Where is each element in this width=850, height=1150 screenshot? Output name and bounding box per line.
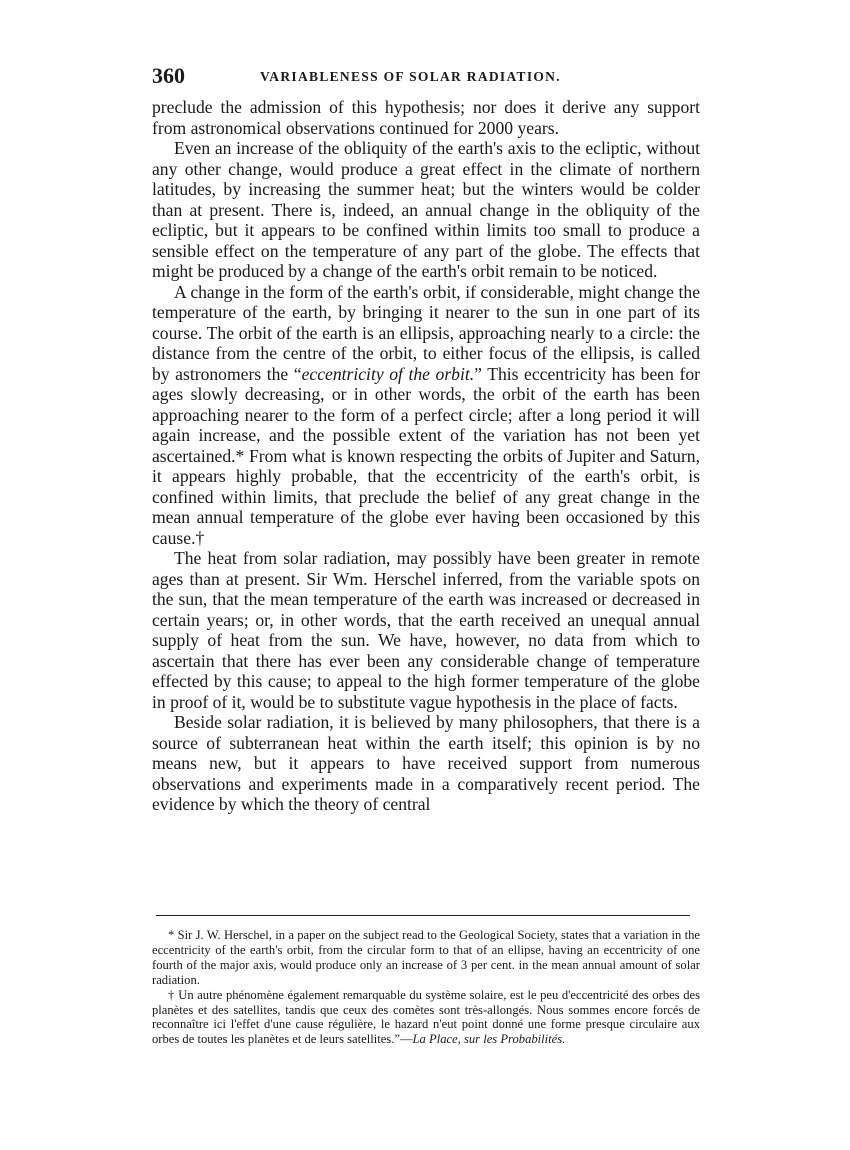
footnote-laplace-text: † Un autre phénomène également remarquable du système solaire, est le peu d'eccentricité des orbes des planètes et des satellites, tandis que ceux des comètes sont très-allongés. Nous sommes encore forcés de reconnaître ici l'effet d'une cause régulière, le hazard n'eut point donné une forme presque circulaire aux orbes de toutes les planètes et de leurs satellites.”— xyxy=(152,987,700,1047)
paragraph-orbit-italic-term: eccentricity of the orbit. xyxy=(301,363,475,384)
page-header xyxy=(152,64,700,88)
body-text xyxy=(152,97,700,815)
footnotes xyxy=(152,928,700,1047)
footnote-laplace-citation: La Place, sur les Probabilités. xyxy=(412,1032,566,1047)
footnote-herschel: * Sir J. W. Herschel, in a paper on the subject read to the Geological Society, states that a variation in the eccentricity of the earth's orbit, from the circular form to that of an ellipse, having an eccentricity of one fourth of the major axis, would produce only an increase of 3 per cent. in the mean annual amount of solar radiation. xyxy=(152,928,700,987)
footnote-rule xyxy=(156,915,690,916)
paragraph-orbit-text-a: A change in the form of the earth's orbit, if considerable, might change the temperature of the earth, by bringing it nearer to the sun in one part of its course. The orbit of the earth is an ellipsis, approaching nearly to a circle: the distance from the centre of the orbit, to either focus of the ellipsis, is called by astronomers the “ xyxy=(152,281,700,384)
paragraph-orbit xyxy=(152,282,700,549)
paragraph-solar-heat: The heat from solar radiation, may possibly have been greater in remote ages than at present. Sir Wm. Herschel inferred, from the variable spots on the sun, that the mean temperature of the earth was increased or decreased in certain years; or, in other words, that the earth received an unequal annual supply of heat from the sun. We have, however, no data from which to ascertain that there has ever been any considerable change of temperature effected by this cause; to appeal to the high former temperature of the globe in proof of it, would be to substitute vague hypothesis in the place of facts. xyxy=(152,548,700,712)
running-title: VARIABLENESS OF SOLAR RADIATION. xyxy=(260,69,561,84)
footnote-laplace xyxy=(152,988,700,1048)
paragraph-continuation: preclude the admission of this hypothesis; nor does it derive any support from astronomical observations continued for 2000 years. xyxy=(152,97,700,138)
page-number: 360 xyxy=(152,63,185,88)
paragraph-subterranean-heat: Beside solar radiation, it is believed by many philosophers, that there is a source of subterranean heat within the earth itself; this opinion is by no means new, but it appears to have received support from numerous observations and experiments made in a comparatively recent period. The evidence by which the theory of central xyxy=(152,712,700,814)
paragraph-obliquity: Even an increase of the obliquity of the earth's axis to the ecliptic, without any other change, would produce a great effect in the climate of northern latitudes, by increasing the summer heat; but the winters would be colder than at present. There is, indeed, an annual change in the obliquity of the ecliptic, but it appears to be confined within limits too small to produce a sensible effect on the temperature of any part of the globe. The effects that might be produced by a change of the earth's orbit remain to be noticed. xyxy=(152,138,700,281)
paragraph-orbit-text-b: ” This eccentricity has been for ages slowly decreasing, or in other words, the orbit of the earth has been approaching nearer to the form of a perfect circle; after a long period it will again increase, and the possible extent of the variation has not been yet ascertained.* From what is known respecting the orbits of Jupiter and Saturn, it appears highly probable, that the eccentricity of the earth's orbit, is confined within limits, that preclude the belief of any great change in the mean annual temperature of the globe ever having been occasioned by this cause.† xyxy=(152,363,700,548)
